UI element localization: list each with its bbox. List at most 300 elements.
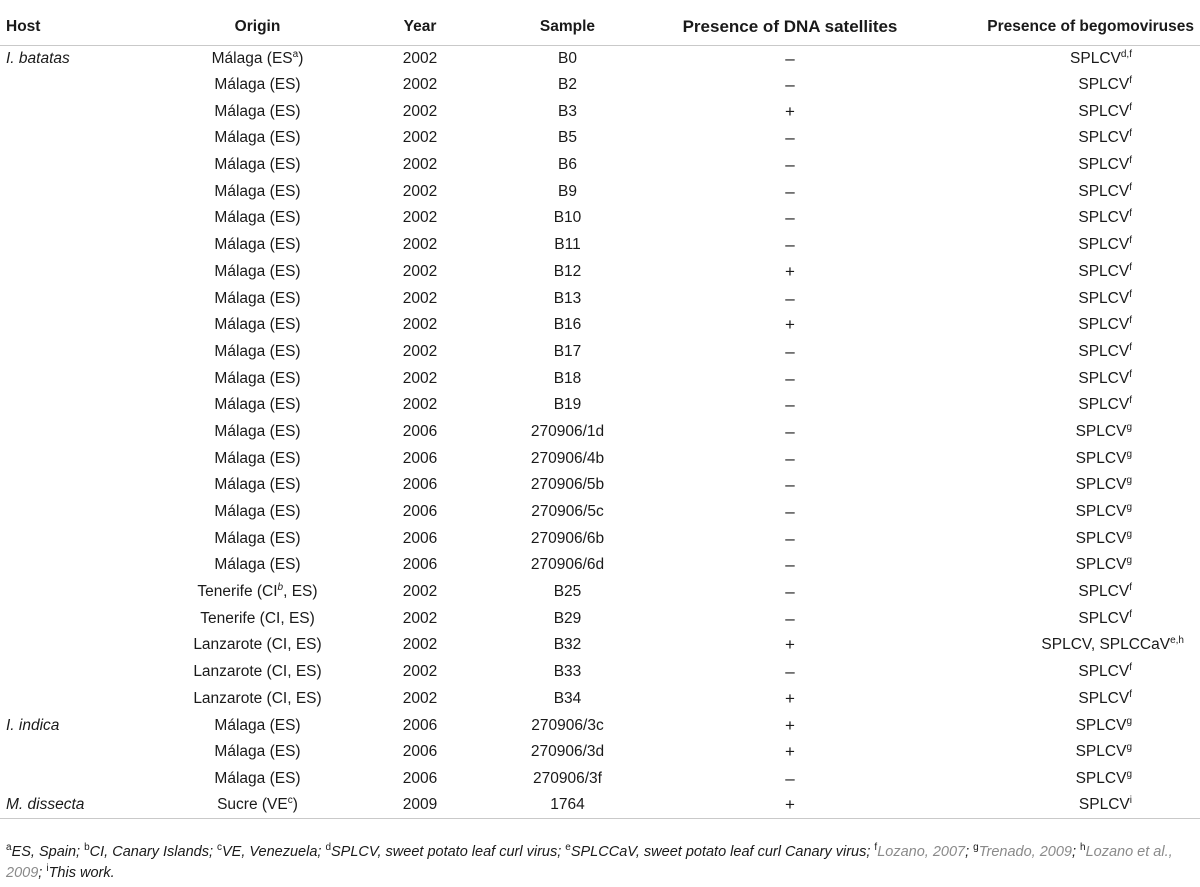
year-text: 2002 bbox=[402, 236, 438, 254]
footnote-citation-link[interactable]: Lozano et al., 2009 bbox=[6, 844, 1173, 881]
origin-text: Málaga (ES) bbox=[214, 236, 301, 254]
cell-sample bbox=[475, 232, 660, 259]
cell-host bbox=[0, 739, 150, 766]
cell-origin bbox=[150, 205, 365, 232]
sample-text: B5 bbox=[558, 129, 577, 147]
cell-satellites bbox=[660, 632, 920, 659]
begomovirus-footnote-mark: f bbox=[1129, 181, 1132, 193]
cell-year bbox=[365, 232, 475, 259]
cell-sample bbox=[475, 365, 660, 392]
cell-satellites bbox=[660, 472, 920, 499]
footnote-mark: i bbox=[46, 863, 49, 874]
begomovirus-text: SPLCV bbox=[1078, 182, 1130, 200]
begomovirus-text: SPLCV bbox=[1078, 289, 1130, 307]
footnote-text: This work. bbox=[48, 865, 115, 881]
begomovirus-footnote-mark: f bbox=[1129, 582, 1132, 594]
origin-text: Málaga (ES) bbox=[214, 262, 301, 280]
origin-text: Málaga (ES) bbox=[214, 529, 301, 547]
year-text: 2002 bbox=[402, 583, 438, 601]
cell-origin bbox=[150, 259, 365, 286]
cell-year bbox=[365, 365, 475, 392]
begomovirus-footnote-mark: f bbox=[1129, 261, 1132, 273]
cell-year bbox=[365, 579, 475, 606]
cell-begomoviruses bbox=[920, 445, 1200, 472]
data-table bbox=[0, 9, 1200, 819]
satellite-mark: – bbox=[785, 75, 795, 95]
begomovirus-footnote-mark: f bbox=[1129, 368, 1132, 380]
satellite-mark: + bbox=[785, 795, 795, 815]
cell-origin bbox=[150, 499, 365, 526]
begomovirus-text: SPLCV bbox=[1078, 396, 1130, 414]
cell-origin bbox=[150, 766, 365, 793]
satellite-mark: – bbox=[785, 341, 795, 361]
sample-text: B33 bbox=[553, 663, 582, 681]
cell-satellites bbox=[660, 45, 920, 72]
cell-begomoviruses bbox=[920, 125, 1200, 152]
cell-begomoviruses bbox=[920, 259, 1200, 286]
table-row bbox=[0, 659, 1200, 686]
sample-text: B18 bbox=[553, 369, 582, 387]
cell-satellites bbox=[660, 72, 920, 99]
footnote-mark: c bbox=[217, 842, 222, 853]
satellite-mark: – bbox=[785, 48, 795, 68]
cell-year bbox=[365, 72, 475, 99]
cell-sample bbox=[475, 419, 660, 446]
origin-text: Málaga (ES) bbox=[214, 342, 301, 360]
cell-sample bbox=[475, 98, 660, 125]
cell-year bbox=[365, 125, 475, 152]
begomovirus-text: SPLCV bbox=[1078, 236, 1130, 254]
begomovirus-footnote-mark: g bbox=[1126, 768, 1132, 780]
cell-host bbox=[0, 259, 150, 286]
cell-year bbox=[365, 178, 475, 205]
table-row bbox=[0, 259, 1200, 286]
footnote-separator: ; bbox=[38, 865, 47, 881]
year-text: 2002 bbox=[402, 369, 438, 387]
cell-begomoviruses bbox=[920, 285, 1200, 312]
footnote-citation-link[interactable]: Trenado, 2009 bbox=[978, 844, 1072, 860]
year-text: 2006 bbox=[402, 476, 438, 494]
sample-text: B32 bbox=[553, 636, 582, 654]
year-text: 2006 bbox=[402, 716, 438, 734]
cell-begomoviruses bbox=[920, 232, 1200, 259]
cell-satellites bbox=[660, 766, 920, 793]
cell-origin bbox=[150, 712, 365, 739]
begomovirus-text: SPLCV bbox=[1078, 76, 1130, 94]
begomovirus-footnote-mark: g bbox=[1126, 715, 1132, 727]
begomovirus-text: SPLCV bbox=[1075, 769, 1127, 787]
satellite-mark: – bbox=[785, 448, 795, 468]
sample-text: B6 bbox=[558, 156, 577, 174]
cell-origin bbox=[150, 392, 365, 419]
cell-satellites bbox=[660, 285, 920, 312]
table-row bbox=[0, 739, 1200, 766]
sample-text: B13 bbox=[553, 289, 582, 307]
cell-origin bbox=[150, 605, 365, 632]
origin-text: Málaga (ES) bbox=[214, 556, 301, 574]
origin-text: Málaga (ES) bbox=[214, 422, 301, 440]
cell-satellites bbox=[660, 339, 920, 366]
cell-year bbox=[365, 712, 475, 739]
cell-begomoviruses bbox=[920, 365, 1200, 392]
begomovirus-footnote-mark: f bbox=[1129, 75, 1132, 87]
cell-begomoviruses bbox=[920, 712, 1200, 739]
begomovirus-text: SPLCV bbox=[1078, 209, 1130, 227]
sample-text: 270906/3d bbox=[530, 743, 605, 761]
cell-begomoviruses bbox=[920, 499, 1200, 526]
begomovirus-text: SPLCV, SPLCCaV bbox=[1041, 636, 1171, 654]
cell-satellites bbox=[660, 98, 920, 125]
cell-host bbox=[0, 152, 150, 179]
year-text: 2002 bbox=[402, 156, 438, 174]
begomovirus-text: SPLCV bbox=[1078, 316, 1130, 334]
cell-begomoviruses bbox=[920, 392, 1200, 419]
cell-satellites bbox=[660, 445, 920, 472]
begomovirus-footnote-mark: g bbox=[1126, 528, 1132, 540]
cell-year bbox=[365, 766, 475, 793]
table-row bbox=[0, 232, 1200, 259]
cell-begomoviruses bbox=[920, 72, 1200, 99]
satellite-mark: – bbox=[785, 368, 795, 388]
footnote-mark: g bbox=[973, 842, 979, 853]
year-text: 2006 bbox=[402, 529, 438, 547]
cell-host bbox=[0, 312, 150, 339]
table-footnotes bbox=[6, 842, 1194, 884]
satellite-mark: – bbox=[785, 421, 795, 441]
begomovirus-footnote-mark: g bbox=[1126, 448, 1132, 460]
cell-satellites bbox=[660, 178, 920, 205]
cell-satellites bbox=[660, 232, 920, 259]
table-row bbox=[0, 125, 1200, 152]
sample-text: 270906/6d bbox=[530, 556, 605, 574]
table-row bbox=[0, 445, 1200, 472]
cell-begomoviruses bbox=[920, 579, 1200, 606]
cell-year bbox=[365, 525, 475, 552]
satellite-mark: + bbox=[785, 688, 795, 708]
satellite-mark: – bbox=[785, 208, 795, 228]
cell-year bbox=[365, 632, 475, 659]
begomovirus-text: SPLCV bbox=[1075, 716, 1127, 734]
begomovirus-text: SPLCV bbox=[1078, 663, 1130, 681]
cell-satellites bbox=[660, 125, 920, 152]
cell-begomoviruses bbox=[920, 766, 1200, 793]
cell-origin bbox=[150, 125, 365, 152]
footnote-separator: ; bbox=[1071, 844, 1081, 860]
cell-sample bbox=[475, 392, 660, 419]
origin-text: Tenerife (CI, ES) bbox=[200, 609, 315, 627]
cell-host bbox=[0, 605, 150, 632]
cell-year bbox=[365, 739, 475, 766]
begomovirus-footnote-mark: f bbox=[1129, 688, 1132, 700]
origin-text: Málaga (ES) bbox=[214, 182, 301, 200]
table-row bbox=[0, 552, 1200, 579]
cell-sample bbox=[475, 739, 660, 766]
sample-text: B0 bbox=[558, 49, 577, 67]
table-row bbox=[0, 766, 1200, 793]
table-row bbox=[0, 392, 1200, 419]
cell-satellites bbox=[660, 205, 920, 232]
origin-text: Málaga (ES) bbox=[214, 129, 301, 147]
cell-satellites bbox=[660, 579, 920, 606]
cell-host bbox=[0, 232, 150, 259]
sample-text: B2 bbox=[558, 76, 577, 94]
table-row bbox=[0, 178, 1200, 205]
cell-begomoviruses bbox=[920, 205, 1200, 232]
table-row bbox=[0, 365, 1200, 392]
cell-host bbox=[0, 766, 150, 793]
cell-satellites bbox=[660, 499, 920, 526]
header-host: Host bbox=[0, 9, 150, 45]
satellite-mark: – bbox=[785, 768, 795, 788]
table-row bbox=[0, 419, 1200, 446]
cell-begomoviruses bbox=[920, 178, 1200, 205]
begomovirus-footnote-mark: g bbox=[1126, 502, 1132, 514]
cell-year bbox=[365, 499, 475, 526]
cell-host bbox=[0, 632, 150, 659]
cell-year bbox=[365, 792, 475, 819]
footnote-citation-link[interactable]: Lozano, 2007 bbox=[877, 844, 966, 860]
begomovirus-footnote-mark: f bbox=[1129, 155, 1132, 167]
cell-host bbox=[0, 98, 150, 125]
origin-text: Málaga (ES) bbox=[214, 743, 301, 761]
cell-host bbox=[0, 525, 150, 552]
cell-sample bbox=[475, 686, 660, 713]
origin-text-end: ) bbox=[298, 49, 304, 67]
footnote-mark: e bbox=[565, 842, 571, 853]
begomovirus-text: SPLCV bbox=[1075, 556, 1127, 574]
cell-satellites bbox=[660, 152, 920, 179]
cell-host bbox=[0, 365, 150, 392]
year-text: 2002 bbox=[402, 609, 438, 627]
table-row bbox=[0, 285, 1200, 312]
cell-sample bbox=[475, 579, 660, 606]
cell-sample bbox=[475, 312, 660, 339]
cell-origin bbox=[150, 579, 365, 606]
cell-year bbox=[365, 445, 475, 472]
cell-host bbox=[0, 445, 150, 472]
satellite-mark: – bbox=[785, 128, 795, 148]
origin-text: Málaga (ES) bbox=[214, 503, 301, 521]
cell-year bbox=[365, 152, 475, 179]
cell-begomoviruses bbox=[920, 525, 1200, 552]
cell-host bbox=[0, 205, 150, 232]
cell-sample bbox=[475, 259, 660, 286]
header-origin: Origin bbox=[150, 9, 365, 45]
begomovirus-text: SPLCV bbox=[1075, 503, 1127, 521]
sample-text: 270906/5c bbox=[531, 503, 604, 521]
origin-text: Málaga (ES) bbox=[214, 369, 301, 387]
satellite-mark: – bbox=[785, 235, 795, 255]
origin-text: Málaga (ES) bbox=[214, 449, 301, 467]
year-text: 2002 bbox=[402, 289, 438, 307]
cell-origin bbox=[150, 472, 365, 499]
origin-text: Málaga (ES) bbox=[214, 716, 301, 734]
begomovirus-footnote-mark: g bbox=[1126, 421, 1132, 433]
cell-satellites bbox=[660, 659, 920, 686]
sample-text: 270906/4b bbox=[530, 449, 605, 467]
cell-begomoviruses bbox=[920, 632, 1200, 659]
sample-text: B25 bbox=[553, 583, 582, 601]
cell-origin bbox=[150, 792, 365, 819]
begomovirus-footnote-mark: g bbox=[1126, 475, 1132, 487]
cell-origin bbox=[150, 739, 365, 766]
cell-sample bbox=[475, 712, 660, 739]
cell-begomoviruses bbox=[920, 686, 1200, 713]
year-text: 2006 bbox=[402, 449, 438, 467]
cell-begomoviruses bbox=[920, 659, 1200, 686]
sample-text: B19 bbox=[553, 396, 582, 414]
satellite-mark: – bbox=[785, 555, 795, 575]
cell-origin bbox=[150, 659, 365, 686]
origin-text: Lanzarote (CI, ES) bbox=[193, 663, 322, 681]
cell-begomoviruses bbox=[920, 472, 1200, 499]
cell-host bbox=[0, 579, 150, 606]
year-text: 2002 bbox=[402, 663, 438, 681]
cell-host bbox=[0, 472, 150, 499]
cell-begomoviruses bbox=[920, 552, 1200, 579]
origin-text: Málaga (ES) bbox=[214, 102, 301, 120]
satellite-mark: + bbox=[785, 715, 795, 735]
footnote-mark: d bbox=[325, 842, 332, 853]
year-text: 2002 bbox=[402, 396, 438, 414]
year-text: 2002 bbox=[402, 316, 438, 334]
cell-year bbox=[365, 98, 475, 125]
begomovirus-footnote-mark: f bbox=[1129, 395, 1132, 407]
cell-origin bbox=[150, 232, 365, 259]
begomovirus-footnote-mark: g bbox=[1126, 555, 1132, 567]
cell-origin bbox=[150, 285, 365, 312]
begomovirus-footnote-mark: g bbox=[1126, 742, 1132, 754]
year-text: 2006 bbox=[402, 769, 438, 787]
table-row bbox=[0, 45, 1200, 72]
begomovirus-text: SPLCV bbox=[1078, 796, 1130, 814]
cell-origin bbox=[150, 45, 365, 72]
begomovirus-text: SPLCV bbox=[1075, 529, 1127, 547]
cell-sample bbox=[475, 605, 660, 632]
sample-text: B29 bbox=[553, 609, 582, 627]
year-text: 2006 bbox=[402, 503, 438, 521]
satellite-mark: + bbox=[785, 742, 795, 762]
begomovirus-text: SPLCV bbox=[1078, 102, 1130, 120]
cell-year bbox=[365, 392, 475, 419]
cell-year bbox=[365, 552, 475, 579]
cell-sample bbox=[475, 339, 660, 366]
cell-sample bbox=[475, 632, 660, 659]
cell-host bbox=[0, 392, 150, 419]
cell-sample bbox=[475, 499, 660, 526]
cell-satellites bbox=[660, 686, 920, 713]
table-row bbox=[0, 686, 1200, 713]
satellite-mark: – bbox=[785, 608, 795, 628]
year-text: 2002 bbox=[402, 689, 438, 707]
begomovirus-text: SPLCV bbox=[1078, 156, 1130, 174]
begomovirus-text: SPLCV bbox=[1075, 743, 1127, 761]
sample-text: B16 bbox=[553, 316, 582, 334]
year-text: 2002 bbox=[402, 182, 438, 200]
begomovirus-text: SPLCV bbox=[1078, 129, 1130, 147]
begomovirus-text: SPLCV bbox=[1078, 369, 1130, 387]
sample-text: 270906/3f bbox=[533, 769, 602, 787]
header-begomoviruses: Presence of begomoviruses bbox=[920, 9, 1200, 45]
year-text: 2006 bbox=[402, 422, 438, 440]
satellite-mark: – bbox=[785, 288, 795, 308]
cell-satellites bbox=[660, 792, 920, 819]
year-text: 2002 bbox=[402, 342, 438, 360]
satellite-mark: + bbox=[785, 315, 795, 335]
begomovirus-footnote-mark: f bbox=[1129, 341, 1132, 353]
begomovirus-footnote-mark: e,h bbox=[1170, 635, 1184, 647]
cell-host bbox=[0, 659, 150, 686]
table-row bbox=[0, 339, 1200, 366]
cell-year bbox=[365, 605, 475, 632]
sample-text: B10 bbox=[553, 209, 582, 227]
origin-text: Málaga (ES bbox=[211, 49, 293, 67]
cell-sample bbox=[475, 285, 660, 312]
cell-origin bbox=[150, 552, 365, 579]
cell-year bbox=[365, 686, 475, 713]
cell-sample bbox=[475, 552, 660, 579]
origin-footnote-mark: c bbox=[287, 795, 293, 807]
year-text: 2002 bbox=[402, 129, 438, 147]
header-sample: Sample bbox=[475, 9, 660, 45]
origin-text: Málaga (ES) bbox=[214, 316, 301, 334]
cell-year bbox=[365, 659, 475, 686]
satellite-mark: – bbox=[785, 662, 795, 682]
sample-text: B17 bbox=[553, 342, 582, 360]
footnote-separator: ; bbox=[965, 844, 974, 860]
cell-origin bbox=[150, 632, 365, 659]
year-text: 2002 bbox=[402, 636, 438, 654]
begomovirus-footnote-mark: f bbox=[1129, 662, 1132, 674]
footnote-text: SPLCV, sweet potato leaf curl virus; bbox=[331, 844, 566, 860]
origin-text: Sucre (VE bbox=[217, 796, 288, 814]
cell-sample bbox=[475, 205, 660, 232]
cell-begomoviruses bbox=[920, 152, 1200, 179]
cell-origin bbox=[150, 178, 365, 205]
origin-footnote-mark: a bbox=[292, 48, 299, 60]
cell-begomoviruses bbox=[920, 605, 1200, 632]
satellite-mark: – bbox=[785, 181, 795, 201]
begomovirus-footnote-mark: i bbox=[1129, 795, 1132, 807]
cell-satellites bbox=[660, 605, 920, 632]
cell-year bbox=[365, 472, 475, 499]
sample-text: B34 bbox=[553, 689, 582, 707]
begomovirus-text: SPLCV bbox=[1075, 449, 1127, 467]
table-row bbox=[0, 152, 1200, 179]
cell-begomoviruses bbox=[920, 98, 1200, 125]
cell-host bbox=[0, 552, 150, 579]
table-row bbox=[0, 712, 1200, 739]
cell-host bbox=[0, 712, 150, 739]
satellite-mark: – bbox=[785, 155, 795, 175]
satellite-mark: + bbox=[785, 101, 795, 121]
begomovirus-text: SPLCV bbox=[1075, 476, 1127, 494]
year-text: 2006 bbox=[402, 743, 438, 761]
origin-text: Lanzarote (CI, ES) bbox=[193, 636, 322, 654]
cell-sample bbox=[475, 178, 660, 205]
cell-sample bbox=[475, 45, 660, 72]
cell-begomoviruses bbox=[920, 312, 1200, 339]
cell-origin bbox=[150, 98, 365, 125]
satellite-mark: – bbox=[785, 502, 795, 522]
sample-text: 270906/6b bbox=[530, 529, 605, 547]
cell-sample bbox=[475, 472, 660, 499]
cell-year bbox=[365, 339, 475, 366]
satellite-mark: – bbox=[785, 475, 795, 495]
cell-year bbox=[365, 312, 475, 339]
header-year: Year bbox=[365, 9, 475, 45]
cell-host bbox=[0, 45, 150, 72]
